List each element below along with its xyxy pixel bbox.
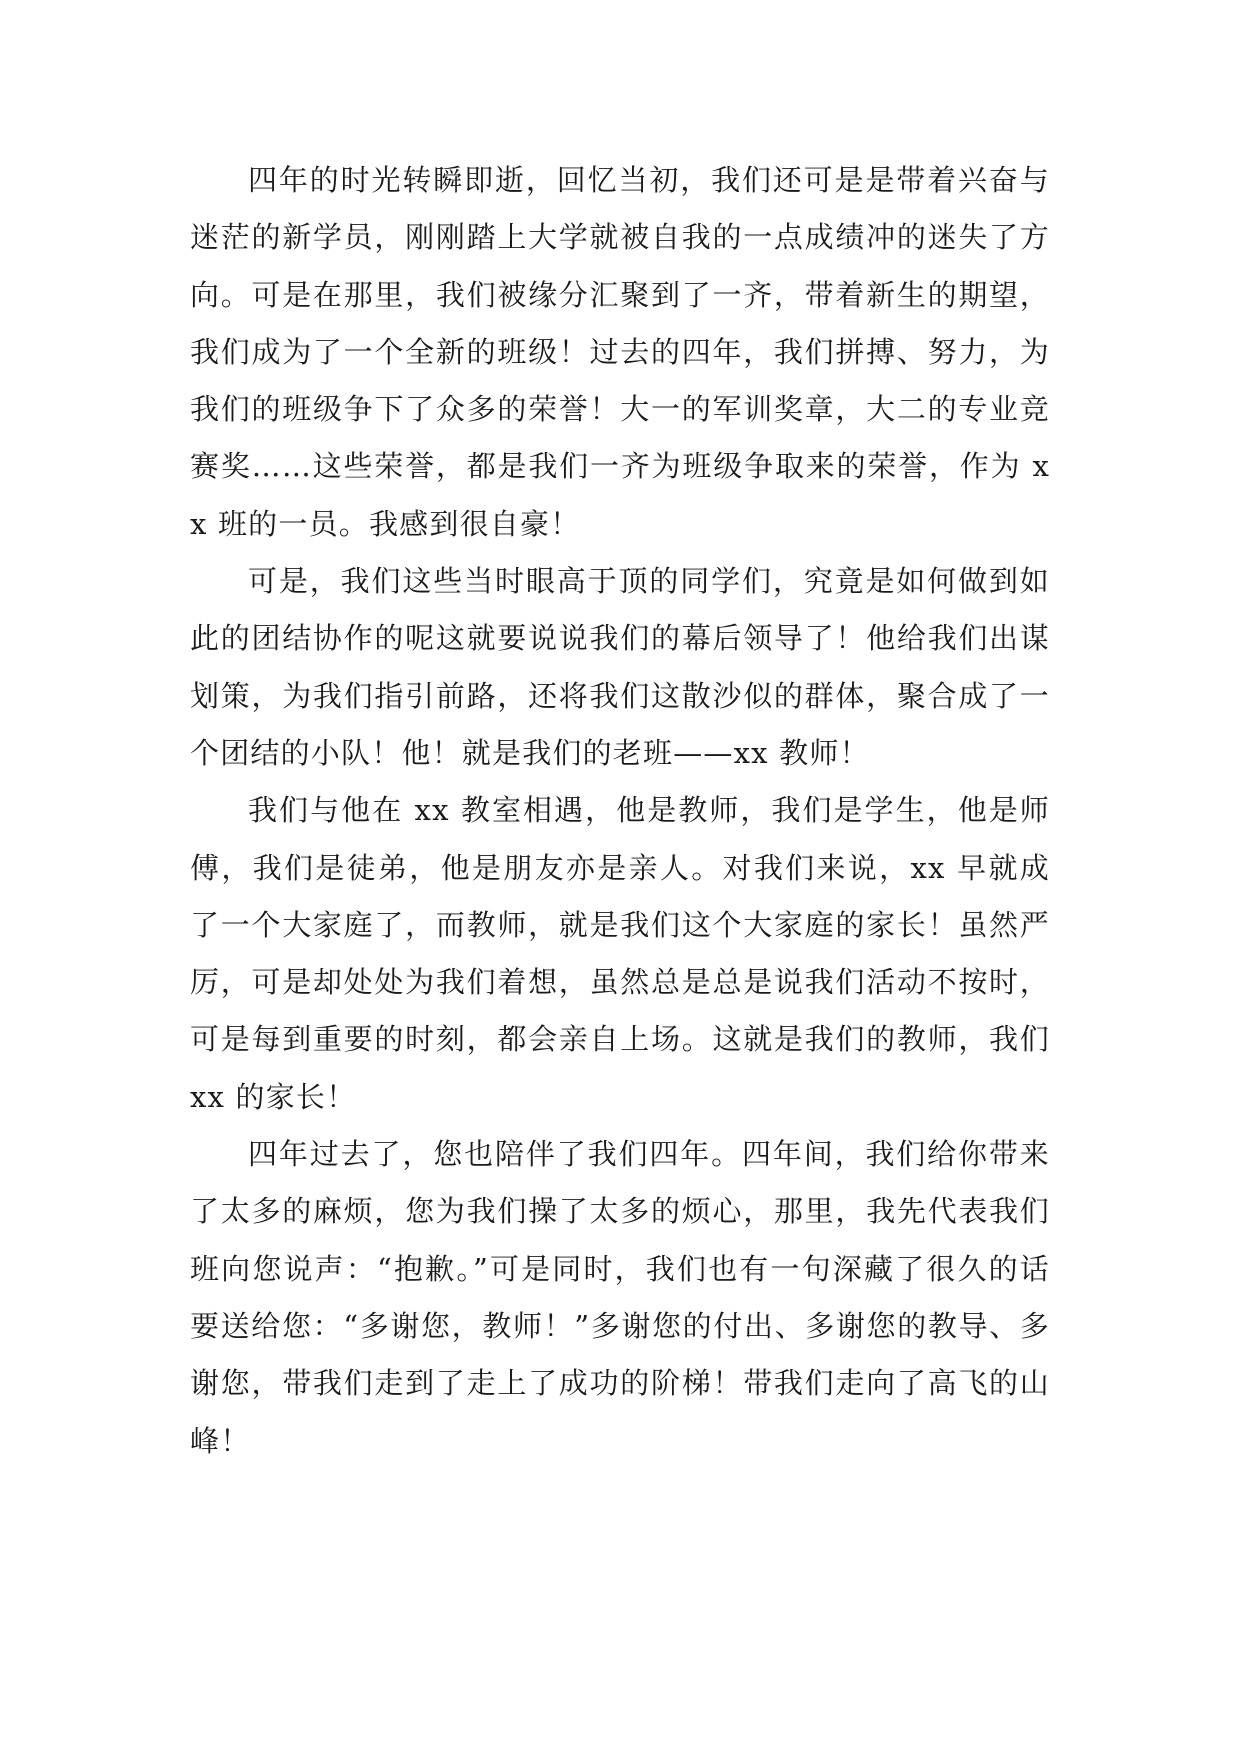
paragraph-3: 我们与他在 xx 教室相遇，他是教师，我们是学生，他是师傅，我们是徒弟，他是朋友亦是亲人。对我们来说，xx 早就成了一个大家庭了，而教师，就是我们这个大家庭的家长！虽然严厉，可是却处处为我们着想，虽然总是总是说我们活动不按时，可是每到重要的时刻，都会亲自上场。这就是我们的教师，我们 xx 的家长！ (190, 793, 1050, 1114)
paragraph-2: 可是，我们这些当时眼高于顶的同学们，究竟是如何做到如此的团结协作的呢这就要说说我们的幕后领导了！他给我们出谋划策，为我们指引前路，还将我们这散沙似的群体，聚合成了一个团结的小队！他！就是我们的老班——xx 教师！ (190, 564, 1050, 770)
paragraph-1: 四年的时光转瞬即逝，回忆当初，我们还可是是带着兴奋与迷茫的新学员，刚刚踏上大学就被自我的一点成绩冲的迷失了方向。可是在那里，我们被缘分汇聚到了一齐，带着新生的期望，我们成为了一个全新的班级！过去的四年，我们拼搏、努力，为我们的班级争下了众多的荣誉！大一的军训奖章，大二的专业竞赛奖……这些荣誉，都是我们一齐为班级争取来的荣誉，作为 xx 班的一员。我感到很自豪！ (190, 163, 1050, 541)
document-body (190, 152, 1050, 1470)
paragraph-4: 四年过去了，您也陪伴了我们四年。四年间，我们给你带来了太多的麻烦，您为我们操了太多的烦心，那里，我先代表我们班向您说声：“抱歉。”可是同时，我们也有一句深藏了很久的话要送给您：“多谢您，教师！”多谢您的付出、多谢您的教导、多谢您，带我们走到了走上了成功的阶梯！带我们走向了高飞的山峰！ (190, 1137, 1050, 1458)
